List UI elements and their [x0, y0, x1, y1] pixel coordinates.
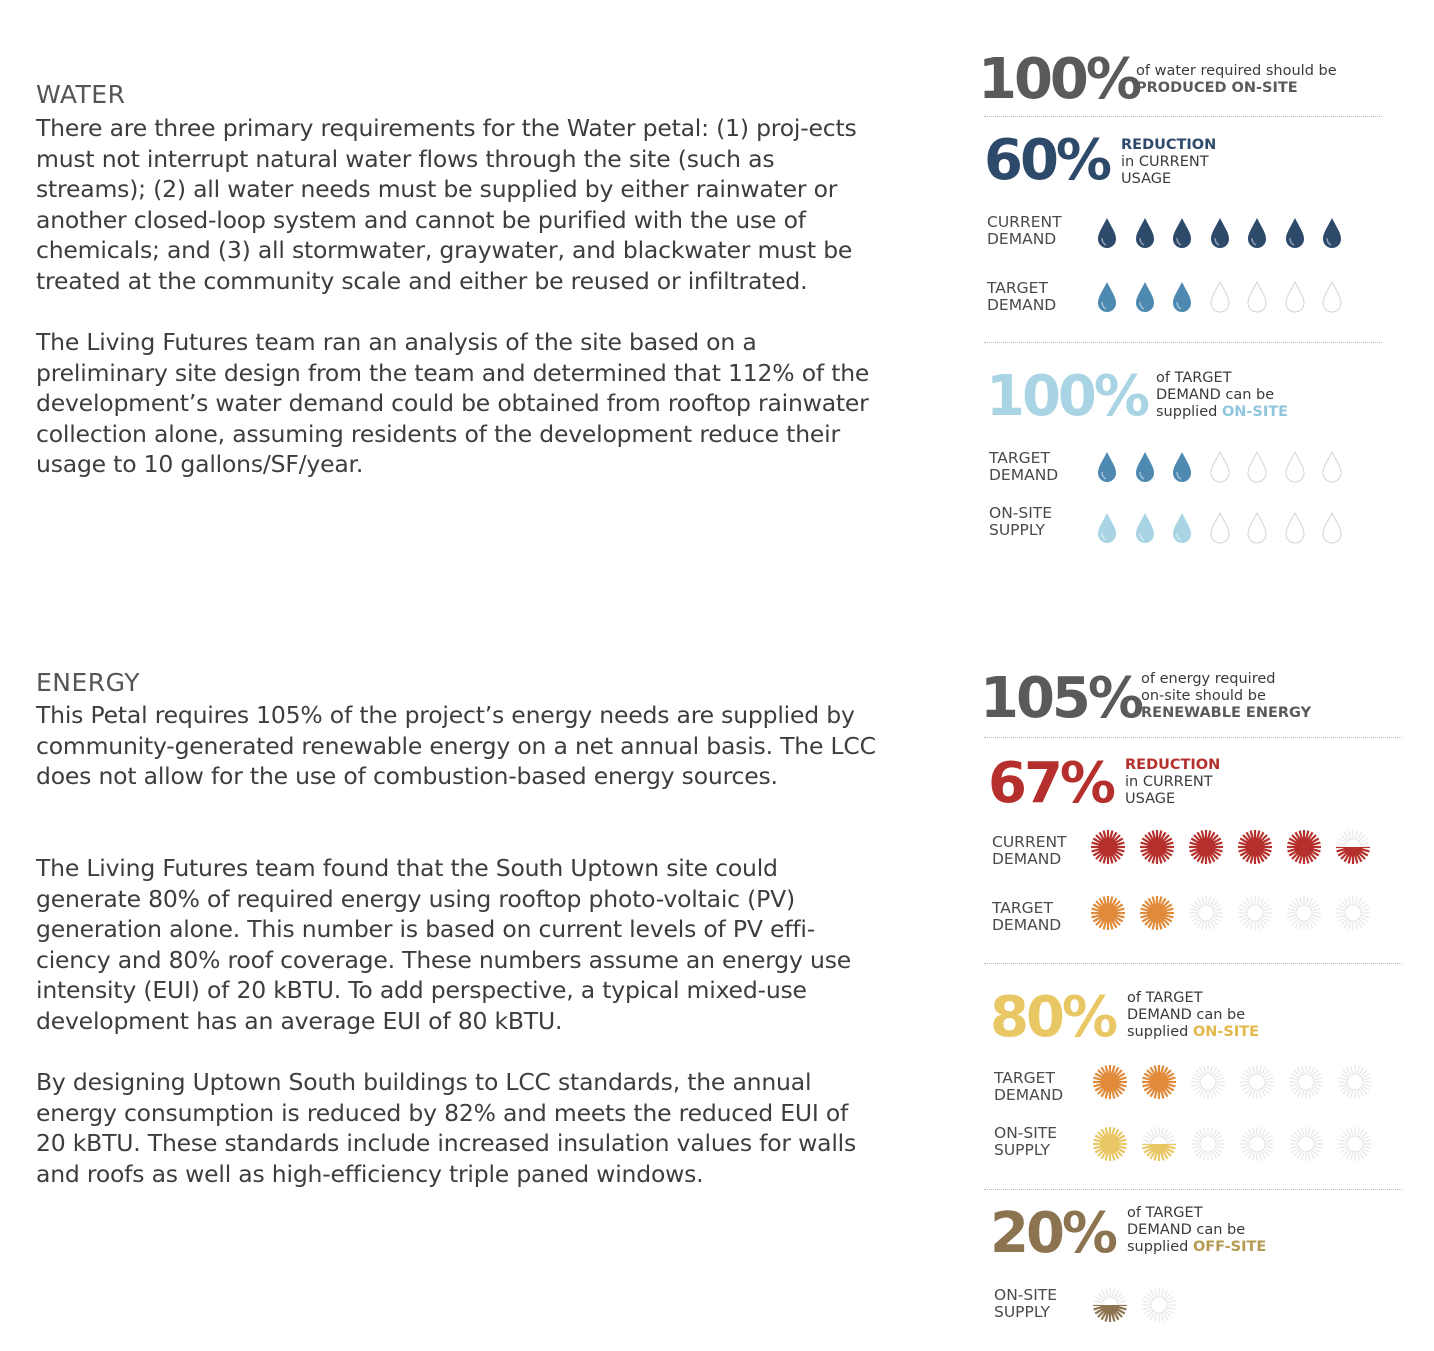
sun-icon	[1092, 1124, 1128, 1164]
energy-stat-20-percent: 20%	[990, 1201, 1116, 1266]
water-drop-icon	[1243, 507, 1279, 547]
energy-stat1-caption: of energy required on-site should be RENEWABLE ENERGY	[1141, 671, 1312, 721]
water-drop-icon	[1131, 212, 1167, 252]
energy-paragraph-3: By designing Uptown South buildings to LCC standards, the annual energy consumption is reduced by 82% and meets the reduced EUI of 20 kBTU. These standards include increased insulation values for walls and roofs as well as high-efficiency triple paned windows.	[36, 1068, 857, 1188]
sun-icon	[1286, 827, 1322, 867]
energy-paragraph-1: This Petal requires 105% of the project’s energy needs are supplied by community-generated renewable energy on a net annual basis. The LCC does not allow for the use of combustion-based energy sources.	[36, 701, 876, 790]
water-drop-icon	[1206, 212, 1242, 252]
energy-onsite-supply-label: ON-SITE SUPPLY	[994, 1124, 1058, 1159]
water-stat2-caption: REDUCTION in CURRENT USAGE	[1121, 137, 1217, 187]
sun-icon	[1188, 827, 1224, 867]
energy-current-demand-label: CURRENT DEMAND	[992, 833, 1067, 868]
energy-stat-105-percent: 105%	[980, 666, 1142, 731]
water-stat1-caption: of water required should be PRODUCED ON-SITE	[1136, 63, 1337, 96]
energy-stat2-caption: REDUCTION in CURRENT USAGE	[1125, 757, 1221, 807]
sun-icon	[1139, 893, 1175, 933]
water-stat3-caption: of TARGET DEMAND can be supplied ON-SITE	[1156, 370, 1289, 420]
water-stat-100-percent-supply: 100%	[986, 364, 1148, 429]
sun-icon	[1092, 1285, 1128, 1325]
sun-icon	[1239, 1124, 1275, 1164]
water-drop-icon	[1281, 212, 1317, 252]
sun-icon	[1337, 1062, 1373, 1102]
water-drop-icon	[1281, 276, 1317, 316]
water-drop-icon	[1206, 446, 1242, 486]
water-drop-icon	[1281, 507, 1317, 547]
sun-icon	[1090, 827, 1126, 867]
sun-icon	[1237, 827, 1273, 867]
energy-heading: ENERGY	[36, 668, 141, 697]
water-drop-icon	[1093, 446, 1129, 486]
divider	[984, 1189, 1402, 1190]
sun-icon	[1092, 1062, 1128, 1102]
water-drop-icon	[1168, 507, 1204, 547]
water-drop-icon	[1168, 446, 1204, 486]
sun-icon	[1139, 827, 1175, 867]
water-heading: WATER	[36, 80, 126, 109]
water-drop-icon	[1093, 507, 1129, 547]
water-target-demand-label: TARGET DEMAND	[987, 279, 1057, 314]
water-current-demand-label: CURRENT DEMAND	[987, 213, 1062, 248]
divider	[984, 342, 1382, 343]
sun-icon	[1288, 1062, 1324, 1102]
water-onsite-supply-label: ON-SITE SUPPLY	[989, 504, 1053, 539]
water-drop-icon	[1281, 446, 1317, 486]
water-drop-icon	[1206, 276, 1242, 316]
energy-offsite-supply-label: ON-SITE SUPPLY	[994, 1286, 1058, 1321]
water-paragraph-2: The Living Futures team ran an analysis of the site based on a preliminary site design from the team and determined that 112% of the development’s water demand could be obtained from rooftop rainwater collection alone, assuming residents of the development reduce their usage to 10 gallons/SF/year.	[36, 328, 870, 478]
sun-icon	[1090, 893, 1126, 933]
energy-target-demand-label: TARGET DEMAND	[992, 899, 1062, 934]
water-drop-icon	[1168, 276, 1204, 316]
water-drop-icon	[1318, 212, 1354, 252]
sun-icon	[1237, 893, 1273, 933]
water-drop-icon	[1131, 276, 1167, 316]
energy-stat-67-percent: 67%	[988, 751, 1114, 816]
water-drop-icon	[1318, 507, 1354, 547]
divider	[984, 737, 1402, 738]
energy-stat4-caption: of TARGET DEMAND can be supplied OFF-SITE	[1127, 1205, 1267, 1255]
sun-icon	[1190, 1124, 1226, 1164]
water-drop-icon	[1093, 212, 1129, 252]
divider	[984, 963, 1402, 964]
sun-icon	[1335, 827, 1371, 867]
water-paragraph-1: There are three primary requirements for the Water petal: (1) proj-ects must not interrupt natural water flows through the site (such as streams); (2) all water needs must be supplied by either rainwater or another closed-loop system and cannot be purified with the use of chemicals; and (3) all stormwater, graywater, and blackwater must be treated at the community scale and either be reused or infiltrated.	[36, 114, 857, 295]
energy-stat3-caption: of TARGET DEMAND can be supplied ON-SITE	[1127, 990, 1260, 1040]
water-drop-icon	[1243, 212, 1279, 252]
sun-icon	[1141, 1285, 1177, 1325]
water-drop-icon	[1206, 507, 1242, 547]
water-drop-icon	[1243, 276, 1279, 316]
water-stat-100-percent: 100%	[978, 47, 1140, 112]
water-stat-60-percent: 60%	[984, 128, 1110, 193]
sun-icon	[1239, 1062, 1275, 1102]
sun-icon	[1337, 1124, 1373, 1164]
sun-icon	[1141, 1124, 1177, 1164]
divider	[984, 116, 1382, 117]
sun-icon	[1288, 1124, 1324, 1164]
water-drop-icon	[1318, 276, 1354, 316]
water-target-demand-label-2: TARGET DEMAND	[989, 449, 1059, 484]
sun-icon	[1188, 893, 1224, 933]
water-drop-icon	[1131, 507, 1167, 547]
sun-icon	[1286, 893, 1322, 933]
energy-stat-80-percent: 80%	[990, 985, 1116, 1050]
energy-target-demand-label-2: TARGET DEMAND	[994, 1069, 1064, 1104]
sun-icon	[1190, 1062, 1226, 1102]
sun-icon	[1335, 893, 1371, 933]
energy-paragraph-2: The Living Futures team found that the South Uptown site could generate 80% of required energy using rooftop photo-voltaic (PV) generation alone. This number is based on current levels of PV effi-ciency and 80% roof coverage. These numbers assume an energy use intensity (EUI) of 20 kBTU. To add perspective, a typical mixed-use development has an average EUI of 80 kBTU.	[36, 854, 851, 1035]
water-drop-icon	[1243, 446, 1279, 486]
water-drop-icon	[1131, 446, 1167, 486]
water-drop-icon	[1168, 212, 1204, 252]
water-drop-icon	[1318, 446, 1354, 486]
sun-icon	[1141, 1062, 1177, 1102]
water-drop-icon	[1093, 276, 1129, 316]
